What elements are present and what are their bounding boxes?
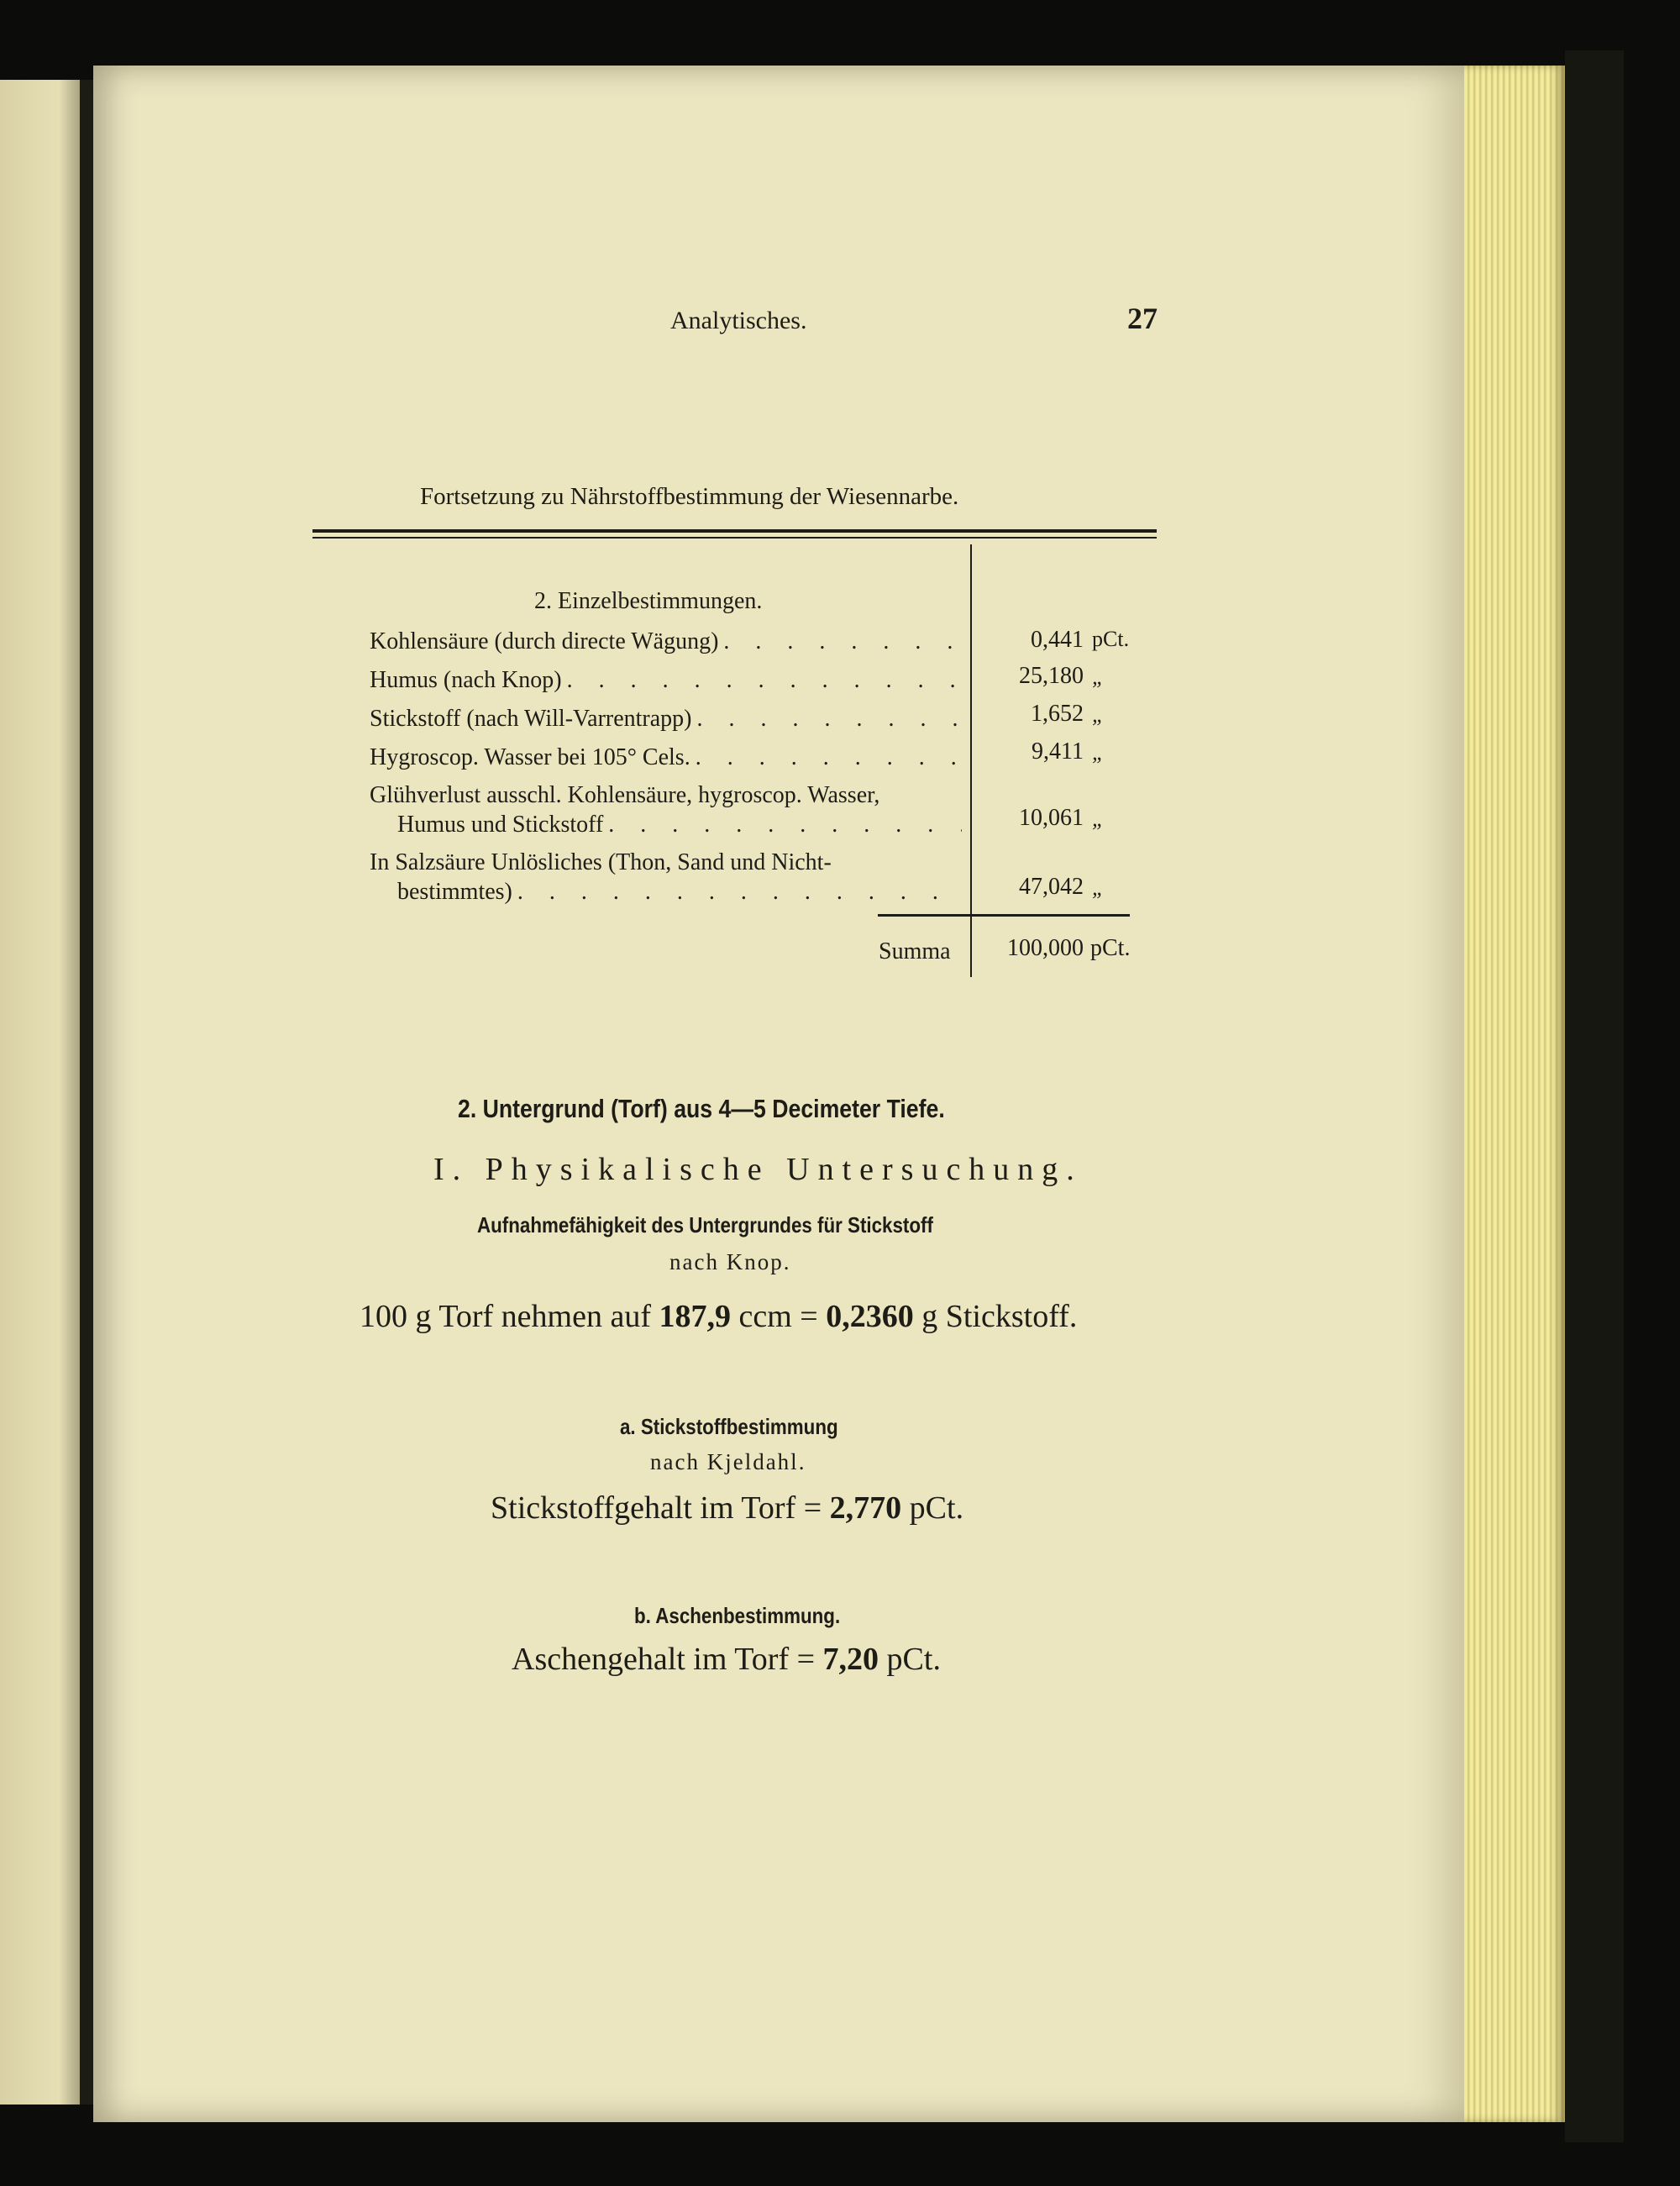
- table-row-value: 25,180: [1019, 663, 1084, 689]
- table-top-rule: [312, 529, 1157, 533]
- table-row-label: Kohlensäure (durch directe Wägung) . . .: [370, 628, 962, 655]
- sum-label: Summa: [879, 938, 951, 964]
- table-row-value: 0,441: [1031, 627, 1084, 653]
- book-gutter: [80, 80, 93, 2105]
- table-row-value: 1,652: [1031, 701, 1084, 727]
- table-caption: Fortsetzung zu Nährstoffbestimmung der Wiesennarbe.: [420, 483, 959, 510]
- ash-heading: b. Aschenbestimmung.: [634, 1603, 841, 1628]
- table-row-unit: „: [1092, 807, 1105, 831]
- table-row-label-line1: Glühverlust ausschl. Kohlensäure, hygroscop. Wasser,: [370, 782, 880, 808]
- table-row-value: 47,042: [1019, 874, 1084, 900]
- absorption-heading: Aufnahmefähigkeit des Untergrundes für Stickstoff: [477, 1212, 933, 1238]
- page-number: 27: [1127, 302, 1158, 335]
- nitrogen-result: Stickstoffgehalt im Torf = 2,770 pCt.: [491, 1490, 964, 1526]
- table-row-unit: „: [1092, 740, 1105, 765]
- table-row-unit: „: [1092, 875, 1105, 900]
- table-top-rule-thin: [312, 537, 1157, 539]
- table-row-label: Hygroscop. Wasser bei 105° Cels. . . .: [370, 744, 962, 771]
- table-row-label-line2: bestimmtes) . . .: [370, 879, 962, 906]
- table-row-value: 9,411: [1032, 738, 1084, 765]
- absorption-result: 100 g Torf nehmen auf 187,9 ccm = 0,2360 g Stickstoff.: [360, 1299, 1078, 1334]
- subsection-heading: 2. Untergrund (Torf) aus 4—5 Decimeter Tiefe.: [458, 1094, 945, 1123]
- book-cover-edge: [1565, 50, 1624, 2142]
- nitrogen-heading: a. Stickstoffbestimmung: [620, 1414, 838, 1439]
- facing-page-edge: [0, 80, 84, 2105]
- nitrogen-method: nach Kjeldahl.: [650, 1449, 806, 1474]
- table-row-unit: „: [1092, 702, 1105, 727]
- sum-rule: [878, 914, 1130, 917]
- table-row-label-line1: In Salzsäure Unlösliches (Thon, Sand und Nicht-: [370, 849, 832, 875]
- running-head: Analytisches.: [670, 307, 807, 334]
- table-row-label: Humus (nach Knop) . . .: [370, 667, 962, 694]
- sum-unit: pCt.: [1090, 935, 1131, 961]
- table-column-divider: [970, 544, 972, 977]
- section-heading: I. Physikalische Untersuchung.: [433, 1152, 1083, 1187]
- page-stack-edge: [1464, 66, 1565, 2122]
- table-section-title: 2. Einzelbestimmungen.: [534, 588, 763, 614]
- table-row-unit: „: [1092, 665, 1105, 689]
- sum-value: 100,000: [1007, 935, 1084, 961]
- table-row-value: 10,061: [1019, 805, 1084, 831]
- absorption-method: nach Knop.: [669, 1249, 791, 1274]
- table-row-label: Stickstoff (nach Will-Varrentrapp) . . .: [370, 706, 962, 733]
- ash-result: Aschengehalt im Torf = 7,20 pCt.: [512, 1642, 941, 1677]
- table-row-label-line2: Humus und Stickstoff . . .: [370, 812, 962, 838]
- table-row-unit: pCt.: [1092, 627, 1130, 651]
